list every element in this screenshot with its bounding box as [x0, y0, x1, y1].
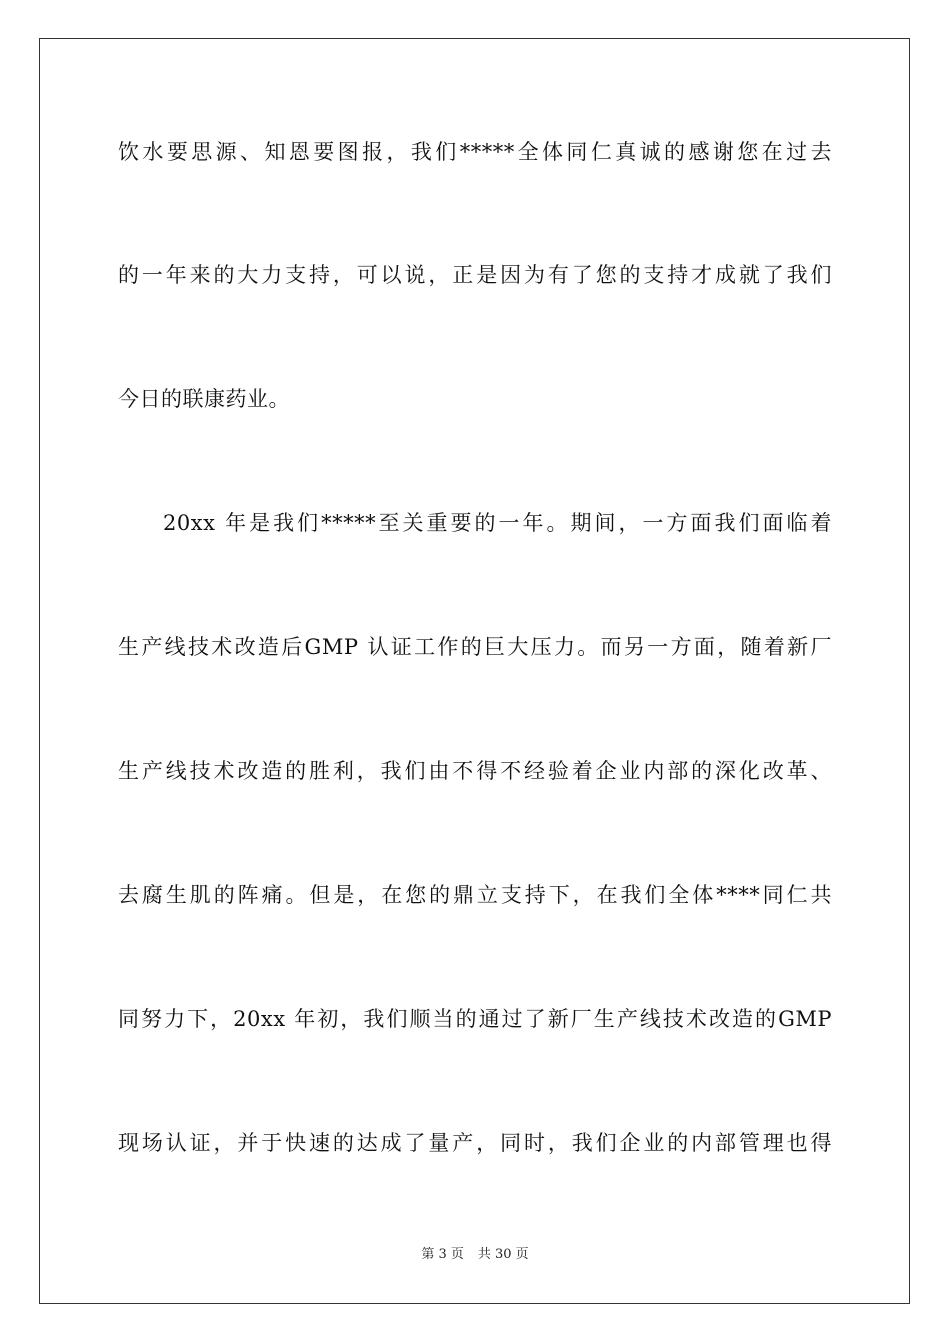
page-border	[39, 38, 910, 1304]
text-line-5: 生产线技术改造后GMP 认证工作的巨大压力。而另一方面，随着新厂	[118, 635, 832, 659]
page-footer	[0, 1246, 950, 1264]
text-line-4-paragraph-start: 20xx 年是我们*****至关重要的一年。期间，一方面我们面临着	[163, 511, 832, 535]
text-line-8: 同努力下，20xx 年初，我们顺当的通过了新厂生产线技术改造的GMP	[118, 1007, 832, 1031]
text-line-7: 去腐生肌的阵痛。但是，在您的鼎立支持下，在我们全体****同仁共	[118, 883, 832, 907]
text-line-9: 现场认证，并于快速的达成了量产，同时，我们企业的内部管理也得	[118, 1131, 832, 1155]
page-number: 第 3 页	[421, 1247, 464, 1262]
page-total: 共 30 页	[477, 1247, 529, 1262]
text-line-2: 的一年来的大力支持，可以说，正是因为有了您的支持才成就了我们	[118, 263, 832, 287]
text-line-3: 今日的联康药业。	[118, 387, 290, 411]
text-line-6: 生产线技术改造的胜利，我们由不得不经验着企业内部的深化改革、	[118, 759, 832, 783]
text-line-1: 饮水要思源、知恩要图报，我们*****全体同仁真诚的感谢您在过去	[118, 140, 832, 164]
